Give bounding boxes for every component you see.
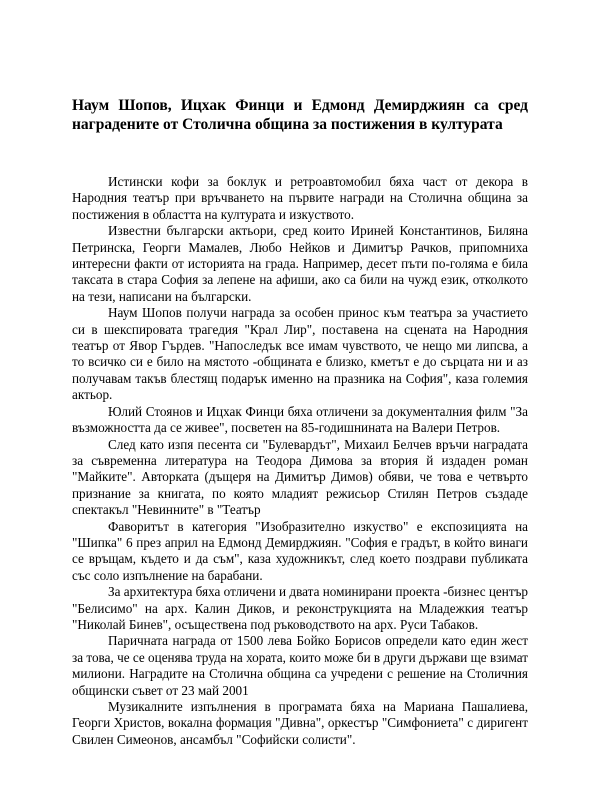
article-body	[72, 174, 528, 748]
article-title: Наум Шопов, Ицхак Финци и Едмонд Демирджиян са сред наградените от Столична община за постижения в културата	[72, 97, 528, 133]
paragraph-music: Музикалните изпълнения в програмата бяха на Мариана Пашалиева, Георги Христов, вокална формация "Дивна", оркестър "Симфониета" с диригент Свилен Симеонов, ансамбъл "Софийски солисти".	[72, 699, 528, 747]
paragraph-prize-money: Паричната награда от 1500 лева Бойко Борисов определи като един жест за това, че се оценява труда на хората, които може би в други държави ще взимат милиони. Наградите на Столична община са учредени с решение на Столичния общински съвет от 23 май 2001	[72, 633, 528, 698]
paragraph-actors: Известни български актьори, сред които Ириней Константинов, Биляна Петринска, Георги Мамалев, Любо Нейков и Димитър Рачков, припомниха интересни факти от историята на града. Например, десет пъти по-голяма е била таксата в стара София за лепене на афиши, ако са били на чужд език, отколкото на тези, написани на български.	[72, 223, 528, 304]
paragraph-opening: Истински кофи за боклук и ретроавтомобил бяха част от декора в Народния театър при връчването на първите награди на Столична община за постижения в областта на културата и изкуството.	[72, 174, 528, 222]
paragraph-naum-shopov: Наум Шопов получи награда за особен принос към театъра за участието си в шекспировата трагедия "Крал Лир", поставена на сцената на Народния театър от Явор Гърдев. "Напоследък все имам чувството, че нещо ми липсва, а то всичко си е било на мястото -общината е близко, кметът е до сърцата ни и аз получавам такъв блестящ подарък именно на празника на София", каза големия актьор.	[72, 305, 528, 403]
paragraph-literature: След като изпя песента си "Булевардът", Михаил Белчев връчи наградата за съвременна литература на Теодора Димова за втория й издаден роман "Майките". Авторката (дъщеря на Димитър Димов) обяви, че това е четвърто признание за книгата, по която младият режисьор Стилян Петров създаде спектакъл "Невинните" в "Театър	[72, 436, 528, 518]
document-page	[72, 0, 528, 748]
paragraph-architecture: За архитектура бяха отличени и двата номинирани проекта -бизнес център "Белисимо" на арх. Калин Диков, и реконструкцията на Младежкия театър "Николай Бинев", осъществена под ръководството на арх. Руси Табаков.	[72, 584, 528, 632]
paragraph-documentary: Юлий Стоянов и Ицхак Финци бяха отличени за документалния филм "За възможността да се живее", посветен на 85-годишнината на Валери Петров.	[72, 403, 528, 436]
paragraph-visual-arts: Фаворитът в категория "Изобразително изкуство" е експозицията на "Шипка" 6 през април на Едмонд Демирджиян. "София е градът, в който винаги се връщам, където и да съм", каза художникът, след което поздрави публиката със соло изпълнение на барабани.	[72, 518, 528, 583]
